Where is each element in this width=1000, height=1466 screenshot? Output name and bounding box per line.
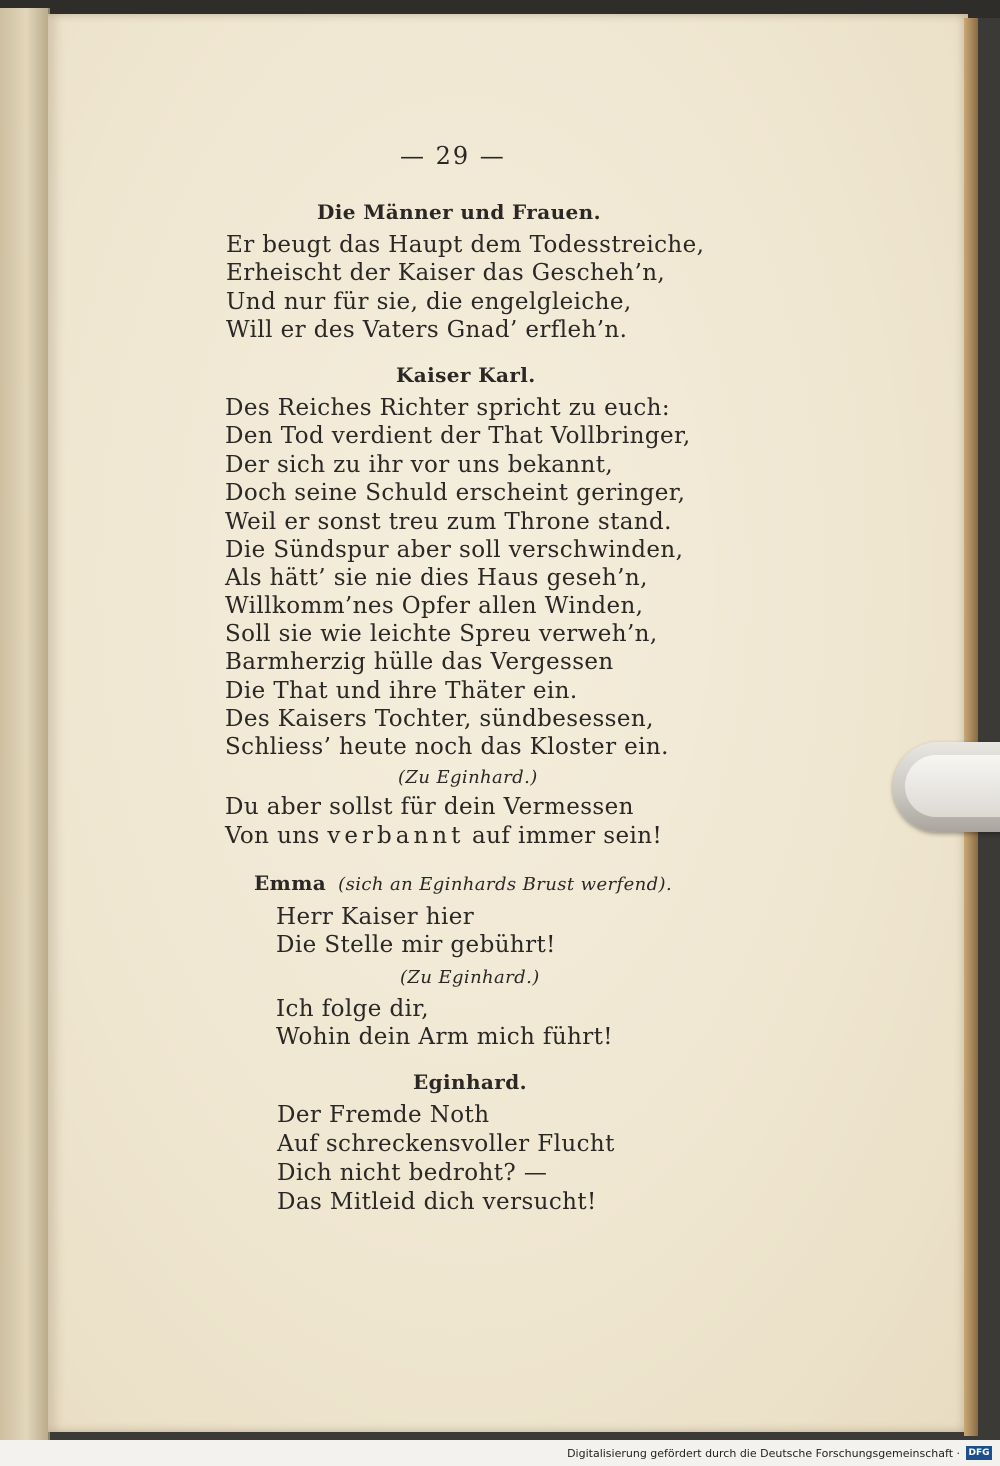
page-number: — 29 — [400, 142, 506, 170]
dfg-logo: DFG [966, 1446, 992, 1460]
verse-line: Die Stelle mir gebührt! [276, 932, 556, 958]
verse-line: Willkomm’nes Opfer allen Winden, [225, 593, 644, 619]
stage-direction: (Zu Eginhard.) [400, 967, 540, 988]
verse-line: Er beugt das Haupt dem Todesstreiche, [226, 232, 705, 258]
verse-line: Weil er sonst treu zum Throne stand. [225, 509, 672, 535]
emphasized-word: verbannt [327, 823, 465, 849]
verse-line: Wohin dein Arm mich führt! [276, 1024, 613, 1050]
verse-line: Schliess’ heute noch das Kloster ein. [225, 734, 669, 760]
page-stack-edge [964, 18, 978, 1436]
verse-line-last [225, 822, 662, 850]
verse-line: Du aber sollst für dein Vermessen [225, 794, 634, 820]
verse-line: Der sich zu ihr vor uns bekannt, [225, 452, 614, 478]
verse-line: Des Reiches Richter spricht zu euch: [225, 395, 671, 421]
speaker-heading-line [254, 869, 672, 899]
page-clip-highlight [905, 755, 1000, 817]
speaker-heading: Emma [254, 871, 327, 895]
verse-text: Von uns [225, 823, 328, 849]
verse-line: Doch seine Schuld erscheint geringer, [225, 480, 686, 506]
verse-line: Barmherzig hülle das Vergessen [225, 649, 614, 675]
verse-line: Und nur für sie, die engelgleiche, [226, 289, 632, 315]
speaker-heading: Eginhard. [413, 1070, 527, 1094]
verse-line: Herr Kaiser hier [276, 904, 475, 930]
verse-line: Erheischt der Kaiser das Gescheh’n, [226, 260, 666, 286]
verse-line: Will er des Vaters Gnad’ erfleh’n. [226, 317, 628, 343]
stage-direction: (Zu Eginhard.) [398, 767, 538, 788]
verse-line: Als hätt’ sie nie dies Haus geseh’n, [225, 565, 648, 591]
verse-text: auf immer sein! [464, 823, 663, 849]
stage-direction: (sich an Eginhards Brust werfend). [338, 874, 673, 895]
funding-note: Digitalisierung gefördert durch die Deutsche Forschungsgemeinschaft · [567, 1447, 960, 1460]
verse-line: Den Tod verdient der That Vollbringer, [225, 423, 691, 449]
speaker-heading: Kaiser Karl. [396, 363, 536, 387]
verse-line: Soll sie wie leichte Spreu verweh’n, [225, 621, 658, 647]
verse-line: Der Fremde Noth [277, 1102, 490, 1128]
facing-page-edge [0, 8, 50, 1440]
verse-line: Das Mitleid dich versucht! [277, 1189, 597, 1215]
verse-line: Die That und ihre Thäter ein. [225, 678, 578, 704]
verse-line: Des Kaisers Tochter, sündbesessen, [225, 706, 654, 732]
speaker-heading: Die Männer und Frauen. [317, 200, 601, 224]
verse-line: Ich folge dir, [276, 996, 429, 1022]
verse-line: Auf schreckensvoller Flucht [277, 1131, 615, 1157]
verse-line: Die Sündspur aber soll verschwinden, [225, 537, 684, 563]
verse-line: Dich nicht bedroht? — [277, 1160, 548, 1186]
